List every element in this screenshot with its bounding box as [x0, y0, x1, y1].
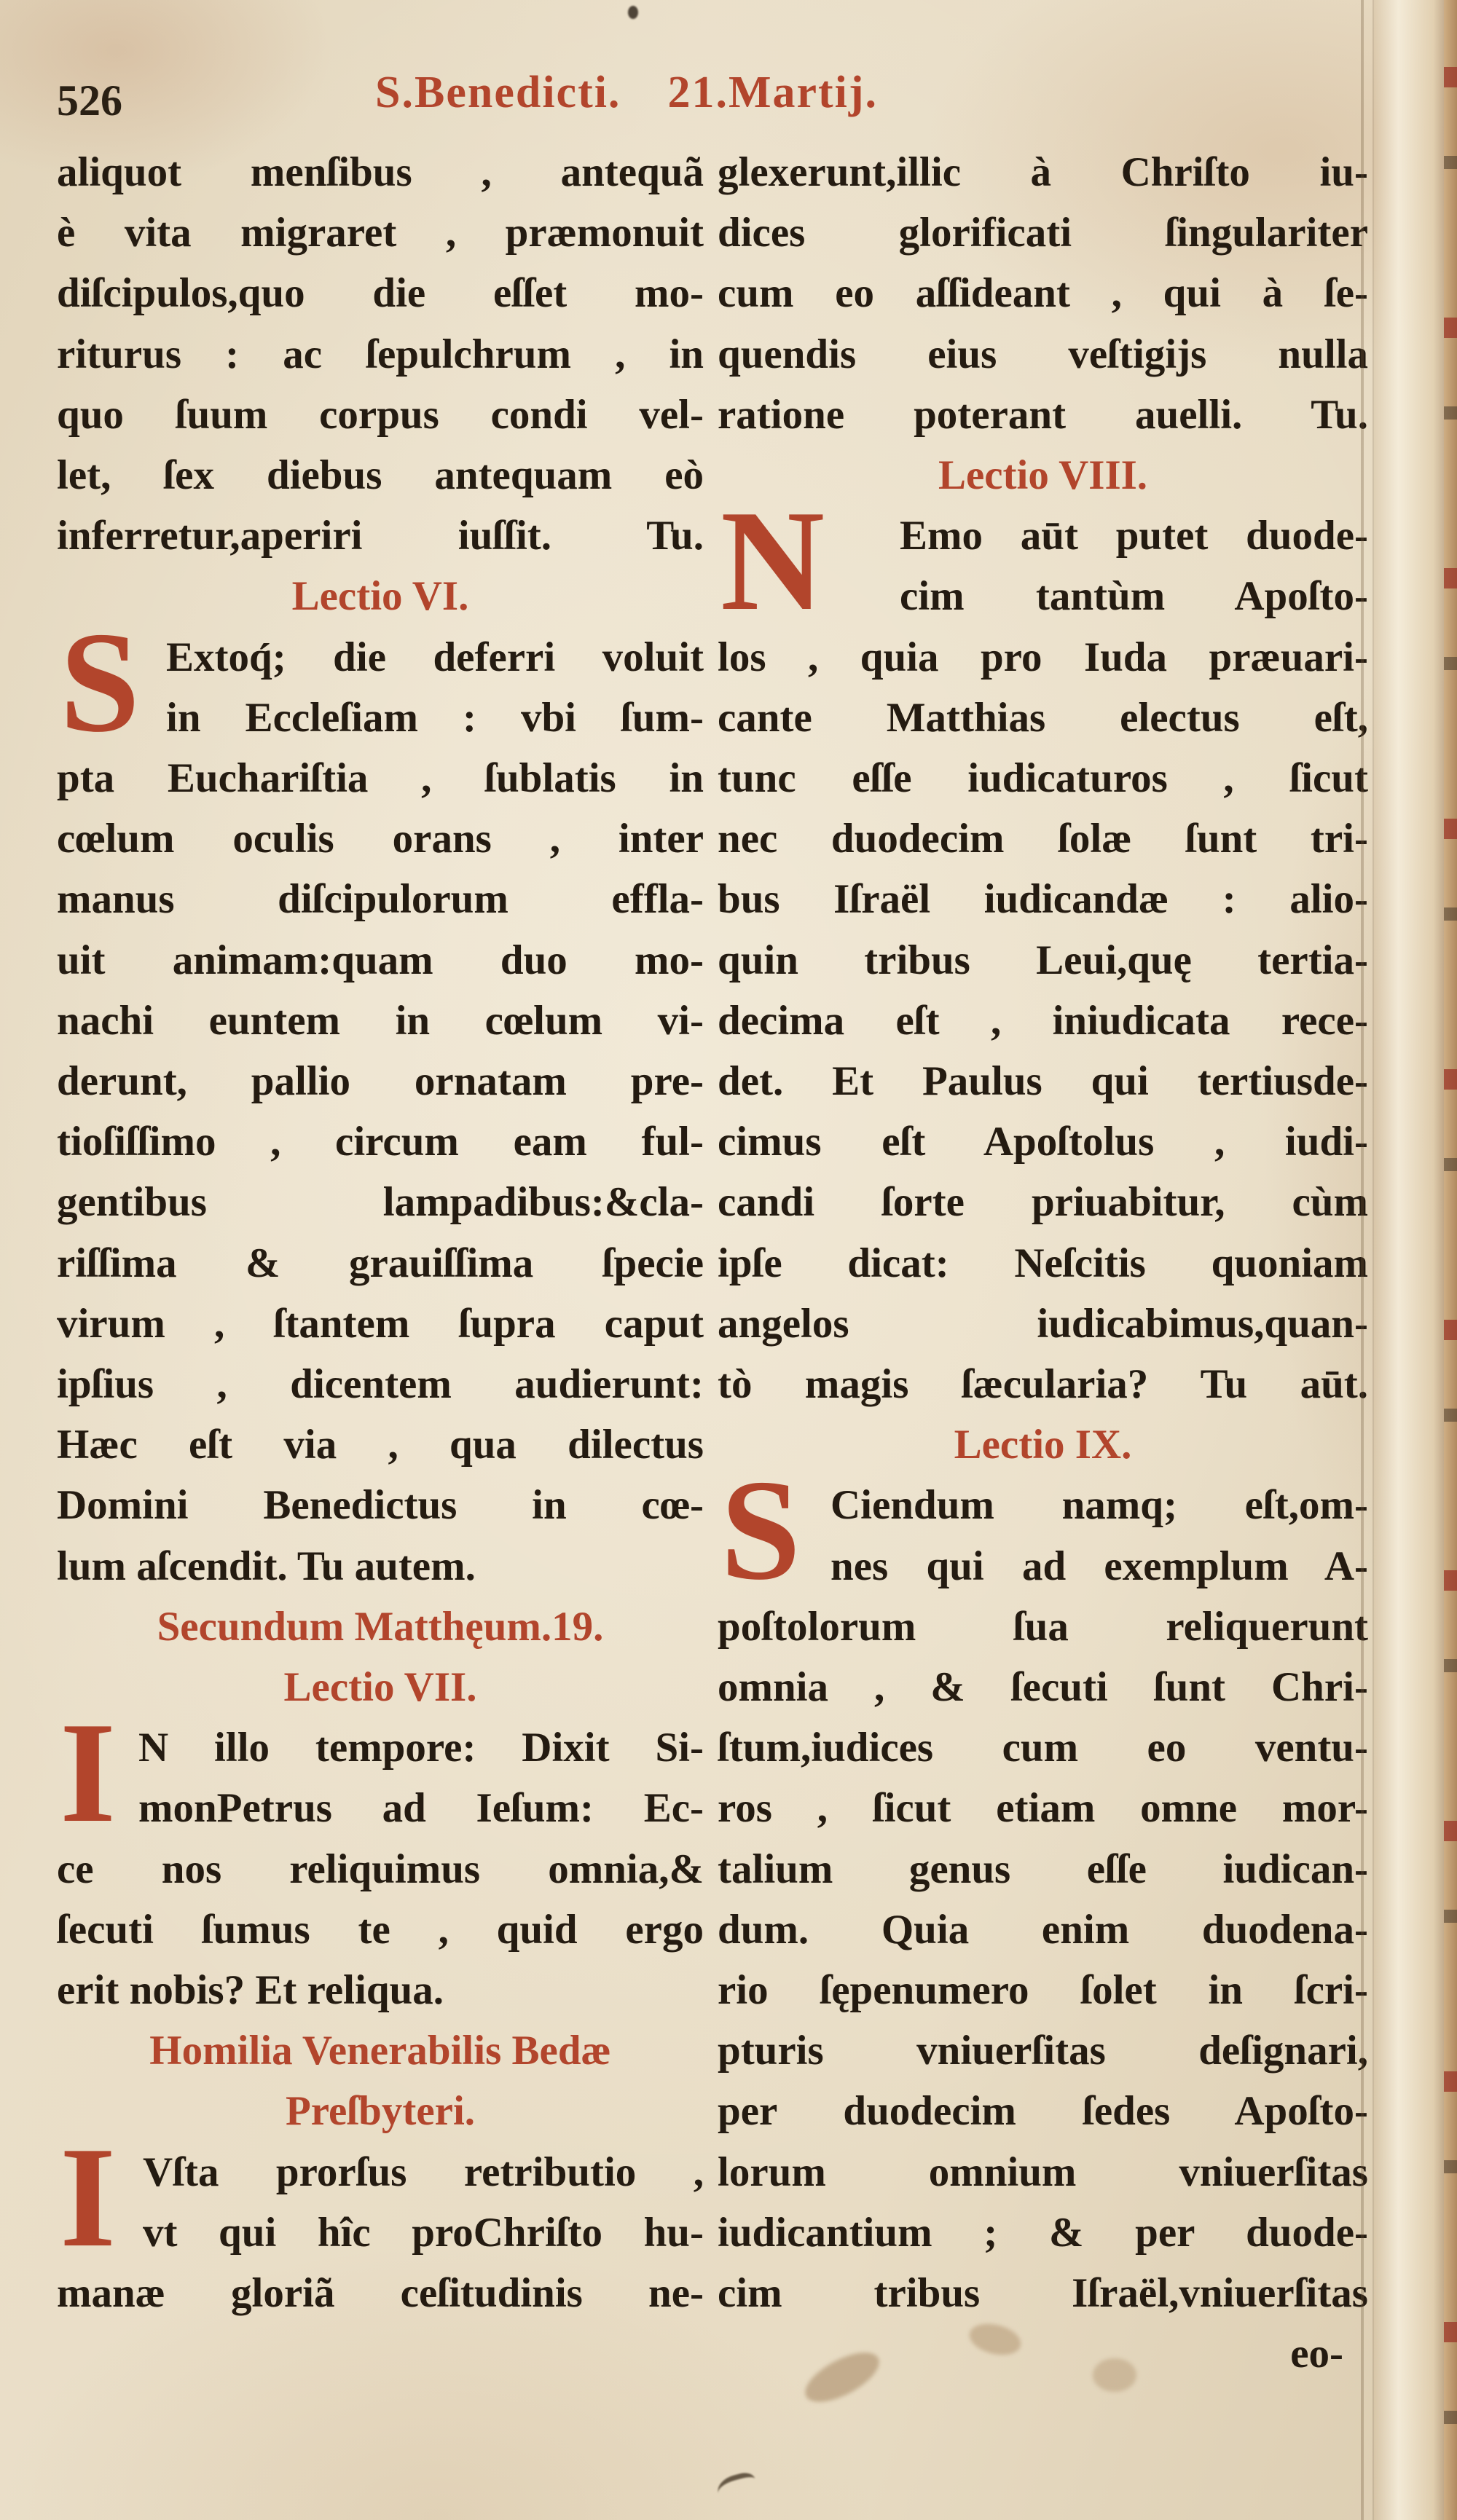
- text-line: glexerunt,illic à Chriſto iu-: [718, 149, 1368, 195]
- text-line: lum aſcendit. Tu autem.: [57, 1543, 476, 1589]
- section-heading: Preſbyteri.: [285, 2088, 476, 2135]
- section-heading: Secundum Matthęum.19.: [157, 1603, 604, 1650]
- text-line: quin tribus Leui,quę tertia-: [718, 937, 1368, 983]
- text-line: in Eccleſiam : vbi ſum-: [166, 694, 704, 741]
- text-line: riturus : ac ſepulchrum , in: [57, 331, 704, 377]
- drop-cap: N: [720, 481, 825, 641]
- text-column-right: [718, 143, 1368, 2416]
- text-line: è vita migraret , præmonuit: [57, 210, 704, 256]
- text-line: omnia , & ſecuti ſunt Chri-: [718, 1664, 1368, 1710]
- text-line: nes qui ad exemplum A-: [830, 1543, 1368, 1589]
- text-line: derunt, pallio ornatam pre-: [57, 1058, 704, 1104]
- text-line: erit nobis? Et reliqua.: [57, 1967, 444, 2013]
- text-line: bus Iſraël iudicandæ : alio-: [718, 876, 1368, 923]
- text-line: iudicantium ; & per duode-: [718, 2209, 1368, 2256]
- text-line: ros , ſicut etiam omne mor-: [718, 1785, 1368, 1832]
- text-line: det. Et Paulus qui tertiusde-: [718, 1058, 1368, 1104]
- text-line: decima eſt , iniudicata rece-: [718, 997, 1368, 1044]
- text-line: ce nos reliquimus omnia,&: [57, 1846, 704, 1892]
- text-line: quo ſuum corpus condi vel-: [57, 391, 704, 438]
- text-line: aliquot menſibus , antequã: [57, 149, 704, 195]
- text-line: poſtolorum ſua reliquerunt: [718, 1603, 1368, 1650]
- running-title-saint: S.Benedicti.: [374, 68, 621, 117]
- text-line: uit animam:quam duo mo-: [57, 937, 704, 983]
- text-line: per duodecim ſedes Apoſto-: [718, 2088, 1368, 2135]
- text-line: pturis vniuerſitas deſignari,: [718, 2028, 1368, 2074]
- text-line: talium genus eſſe iudican-: [718, 1846, 1368, 1892]
- text-line: cœlum oculis orans , inter: [57, 816, 704, 862]
- text-line: cim tantùm Apoſto-: [900, 573, 1368, 620]
- text-line: quendis eius veſtigijs nulla: [718, 331, 1368, 377]
- ink-squiggle-mark: [715, 2470, 760, 2507]
- next-page-edge-strip: [1444, 0, 1457, 2520]
- text-line: nachi euntem in cœlum vi-: [57, 997, 704, 1044]
- text-line: tò magis ſæcularia? Tu aūt.: [718, 1361, 1368, 1407]
- text-line: vt qui hîc proChriſto hu-: [143, 2209, 704, 2256]
- drop-cap: I: [60, 2117, 117, 2277]
- text-line: inferretur,aperiri iuſſit. Tu.: [57, 513, 704, 559]
- text-line: dices glorificati ſingulariter: [718, 210, 1368, 256]
- text-line: cimus eſt Apoſtolus , iudi-: [718, 1119, 1368, 1165]
- text-line: tunc eſſe iudicaturos , ſicut: [718, 755, 1368, 801]
- text-line: rio ſępenumero ſolet in ſcri-: [718, 1967, 1368, 2013]
- section-heading: Lectio VIII.: [938, 452, 1148, 498]
- text-line: manus diſcipulorum effla-: [57, 876, 704, 923]
- text-line: Emo aūt putet duode-: [900, 513, 1368, 559]
- text-line: cante Matthias electus eſt,: [718, 694, 1368, 741]
- drop-cap: S: [720, 1450, 801, 1610]
- running-title: [313, 67, 940, 119]
- text-line: manæ gloriã ceſitudinis ne-: [57, 2270, 704, 2316]
- text-line: Ciendum namq; eſt,om-: [830, 1482, 1368, 1529]
- text-line: N illo tempore: Dixit Si-: [138, 1725, 704, 1771]
- section-heading: Lectio VI.: [291, 573, 469, 620]
- section-heading: Homilia Venerabilis Bedæ: [149, 2028, 611, 2074]
- text-line: cim tribus Iſraël,vniuerſitas: [718, 2270, 1368, 2316]
- text-line: Hæc eſt via , qua dilectus: [57, 1422, 704, 1468]
- page-edge-band: [1374, 0, 1444, 2520]
- text-line: pta Euchariſtia , ſublatis in: [57, 755, 704, 801]
- text-line: ſtum,iudices cum eo ventu-: [718, 1725, 1368, 1771]
- text-line: angelos iudicabimus,quan-: [718, 1300, 1368, 1347]
- paper-speck: [628, 6, 638, 19]
- text-line: ipſius , dicentem audierunt:: [57, 1361, 704, 1407]
- text-line: cum eo aſſideant , qui à ſe-: [718, 270, 1368, 317]
- text-line: diſcipulos,quo die eſſet mo-: [57, 270, 704, 317]
- text-line: dum. Quia enim duodena-: [718, 1906, 1368, 1953]
- text-line: nec duodecim ſolæ ſunt tri-: [718, 816, 1368, 862]
- section-heading: Lectio VII.: [283, 1664, 477, 1710]
- text-line: riſſima & grauiſſima ſpecie: [57, 1240, 704, 1286]
- gutter-crease: [1361, 0, 1364, 2520]
- text-column-left: [57, 143, 704, 2416]
- text-line: monPetrus ad Ieſum: Ec-: [138, 1785, 704, 1832]
- text-line: virum , ſtantem ſupra caput: [57, 1300, 704, 1347]
- catchword: eo-: [1290, 2331, 1343, 2377]
- text-line: lorum omnium vniuerſitas: [718, 2149, 1368, 2195]
- section-heading: Lectio IX.: [954, 1422, 1132, 1468]
- text-line: ſecuti ſumus te , quid ergo: [57, 1906, 704, 1953]
- text-line: gentibus lampadibus:&cla-: [57, 1179, 704, 1226]
- page-number: 526: [57, 76, 122, 125]
- drop-cap: S: [60, 602, 141, 762]
- text-line: Domini Benedictus in cœ-: [57, 1482, 704, 1529]
- text-line: Extoq́; die deferri voluit: [166, 634, 704, 680]
- text-line: let, ſex diebus antequam eò: [57, 452, 704, 498]
- drop-cap: I: [60, 1693, 117, 1853]
- text-line: ratione poterant auelli. Tu.: [718, 391, 1368, 438]
- text-line: candi ſorte priuabitur, cùm: [718, 1179, 1368, 1226]
- text-line: Vſta prorſus retributio ,: [143, 2149, 704, 2195]
- text-line: los , quia pro Iuda præuari-: [718, 634, 1368, 680]
- ink-smudge: [1093, 2358, 1136, 2392]
- running-title-date: 21.Martij.: [667, 68, 878, 117]
- text-line: ipſe dicat: Neſcitis quoniam: [718, 1240, 1368, 1286]
- text-line: tioſiſſimo , circum eam ful-: [57, 1119, 704, 1165]
